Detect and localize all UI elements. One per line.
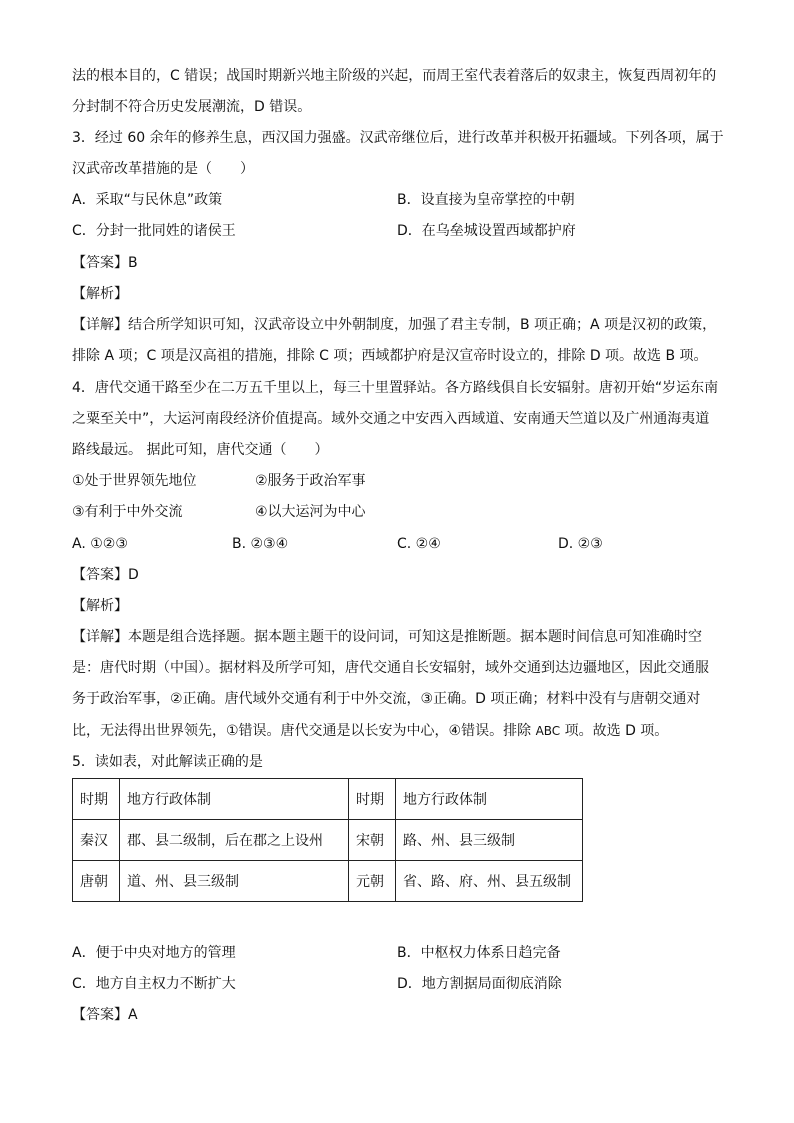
table-header-row	[73, 779, 583, 820]
q4-option-d: D. ②③	[558, 536, 603, 552]
q4-detail	[72, 721, 668, 741]
table-cell: 省、路、府、州、县五级制	[396, 861, 583, 902]
q4-detail-abc: ABC	[535, 724, 561, 738]
q4-item-3: ③有利于中外交流	[72, 504, 183, 520]
table-header-cell: 时期	[73, 779, 120, 820]
q4-option-c: C. ②④	[397, 536, 441, 552]
q4-detail: 务于政治军事，②正确。唐代域外交通有利于中外交流，③正确。D 项正确；材料中没有与唐朝交通对	[72, 691, 701, 707]
q4-item-4: ④以大运河为中心	[255, 504, 366, 520]
q4-analysis-label: 【解析】	[72, 598, 128, 614]
table-row	[73, 820, 583, 861]
table-header-cell: 地方行政体制	[120, 779, 349, 820]
admin-system-table	[72, 778, 583, 902]
text-line: 分封制不符合历史发展潮流，D 错误。	[72, 99, 312, 115]
q5-option-c: C．地方自主权力不断扩大	[72, 976, 236, 992]
table-cell: 路、州、县三级制	[396, 820, 583, 861]
question-4-stem: 之粟至关中”，大运河南段经济价值提高。域外交通之中安西入西域道、安南通天竺道以及广州通海夷道	[72, 411, 710, 427]
question-3-stem: 3．经过 60 余年的修养生息，西汉国力强盛。汉武帝继位后，进行改革并积极开拓疆域。下列各项，属于	[72, 130, 724, 146]
q4-answer: 【答案】D	[72, 567, 139, 583]
q5-option-a: A．便于中央对地方的管理	[72, 945, 236, 961]
text-line: 法的根本目的，C 错误；战国时期新兴地主阶级的兴起，而周王室代表着落后的奴隶主，恢复西周初年的	[72, 68, 717, 84]
question-3-stem: 汉武帝改革措施的是（ ）	[72, 161, 254, 177]
q3-analysis-label: 【解析】	[72, 286, 128, 302]
q3-option-d: D．在乌垒城设置西域都护府	[397, 223, 576, 239]
table-cell: 宋朝	[349, 820, 396, 861]
q3-detail: 排除 A 项；C 项是汉高祖的措施，排除 C 项；西域都护府是汉宣帝时设立的，排除 D 项。故选 B 项。	[72, 348, 708, 364]
question-5-stem: 5．读如表，对此解读正确的是	[72, 754, 263, 770]
question-4-stem: 路线最远。 据此可知，唐代交通（ ）	[72, 442, 329, 458]
q3-option-a: A．采取“与民休息”政策	[72, 192, 223, 208]
q4-option-a: A. ①②③	[72, 536, 128, 552]
q4-item-2: ②服务于政治军事	[255, 473, 366, 489]
q4-detail-text: 比，无法得出世界领先，①错误。唐代交通是以长安为中心，④错误。排除	[72, 723, 536, 739]
q5-option-d: D．地方割据局面彻底消除	[397, 976, 562, 992]
q4-detail: 是：唐代时期（中国）。据材料及所学可知，唐代交通自长安辐射，域外交通到达边疆地区，因此交通服	[72, 660, 709, 676]
q4-detail: 【详解】本题是组合选择题。据本题主题干的设问词，可知这是推断题。据本题时间信息可知准确时空	[72, 629, 702, 645]
q5-answer: 【答案】A	[72, 1007, 138, 1023]
q3-answer: 【答案】B	[72, 255, 138, 271]
q4-item-1: ①处于世界领先地位	[72, 473, 197, 489]
table-cell: 道、州、县三级制	[120, 861, 349, 902]
q4-detail-text: 项。故选 D 项。	[560, 723, 669, 739]
q3-option-c: C．分封一批同姓的诸侯王	[72, 223, 236, 239]
q3-option-b: B．设直接为皇帝掌控的中朝	[397, 192, 575, 208]
question-4-stem: 4．唐代交通干路至少在二万五千里以上，每三十里置驿站。各方路线俱自长安辐射。唐初开始“岁运东南	[72, 380, 719, 396]
q4-option-b: B. ②③④	[232, 536, 289, 552]
table-cell: 秦汉	[73, 820, 120, 861]
q5-option-b: B．中枢权力体系日趋完备	[397, 945, 561, 961]
table-cell: 元朝	[349, 861, 396, 902]
table-header-cell: 地方行政体制	[396, 779, 583, 820]
table-row	[73, 861, 583, 902]
table-cell: 郡、县二级制，后在郡之上设州	[120, 820, 349, 861]
q3-detail: 【详解】结合所学知识可知，汉武帝设立中外朝制度，加强了君主专制，B 项正确；A 项是汉初的政策，	[72, 317, 717, 333]
table-cell: 唐朝	[73, 861, 120, 902]
table-header-cell: 时期	[349, 779, 396, 820]
